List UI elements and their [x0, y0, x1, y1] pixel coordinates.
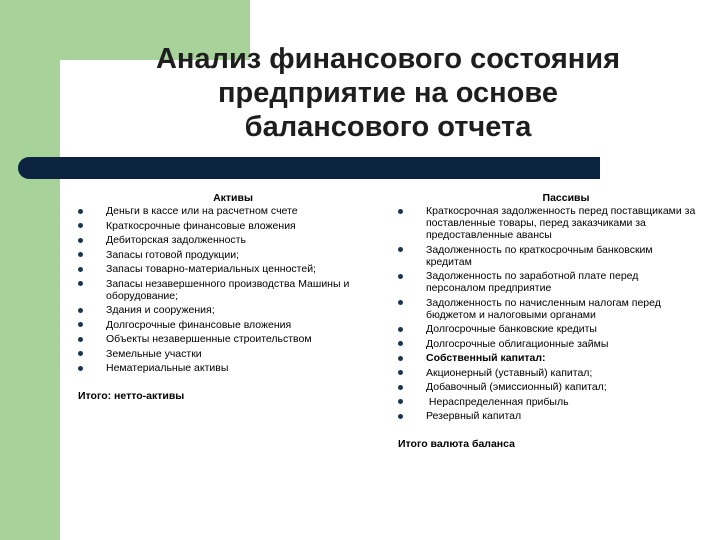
list-item [398, 323, 698, 335]
list-item [78, 263, 368, 275]
assets-column [78, 192, 368, 402]
list-item-text: Добавочный (эмиссионный) капитал; [426, 381, 607, 393]
assets-heading: Активы [213, 192, 253, 204]
bullet-icon [78, 337, 83, 342]
liabilities-heading: Пассивы [542, 192, 590, 204]
assets-list [78, 205, 368, 374]
list-item-text: Долгосрочные финансовые вложения [106, 318, 292, 331]
green-sidebar-decoration [0, 0, 60, 540]
list-item-text: Запасы незавершенного производства Машины и оборудование; [106, 277, 350, 302]
list-item-text: Задолженность по заработной плате перед персоналом предприятие [426, 270, 639, 294]
list-item-text: Долгосрочные облигационные займы [426, 337, 609, 350]
list-item [398, 244, 698, 268]
title-divider-bar [18, 157, 600, 179]
list-item-text: Земельные участки [106, 347, 202, 360]
list-item-text: Нематериальные активы [106, 362, 229, 374]
list-item [78, 249, 368, 261]
liabilities-total: Итого валюта баланса [398, 438, 515, 450]
list-item [398, 352, 698, 364]
list-item [398, 270, 698, 294]
list-item [78, 220, 368, 232]
bullet-icon [78, 366, 83, 371]
list-item-text: Задолженность по начисленным налогам перед бюджетом и налоговыми органами [426, 296, 661, 321]
bullet-icon [78, 209, 83, 214]
bullet-icon [398, 370, 403, 375]
list-item-text: Краткосрочные финансовые вложения [106, 219, 296, 232]
list-item [398, 297, 698, 321]
list-item-text: Здания и сооружения; [106, 304, 215, 316]
bullet-icon [398, 341, 403, 346]
liabilities-column [398, 192, 698, 450]
list-item [78, 333, 368, 345]
list-item-text: Акционерный (уставный) капитал; [426, 366, 593, 379]
list-item-text: Нераспределенная прибыль [426, 395, 569, 408]
liabilities-list [398, 205, 698, 422]
title-line-3: балансового отчета [244, 111, 532, 143]
bullet-icon [78, 252, 83, 257]
bullet-icon [78, 281, 83, 286]
list-item [78, 362, 368, 374]
bullet-icon [78, 308, 83, 313]
list-item-text: Объекты незавершенные строительством [106, 333, 312, 345]
list-item [398, 396, 698, 408]
title-line-2: предприятие на основе [218, 77, 558, 109]
list-item [78, 348, 368, 360]
list-item-text: Задолженность по краткосрочным банковским кредитам [426, 243, 653, 268]
bullet-icon [78, 223, 83, 228]
list-item [78, 304, 368, 316]
list-item-text: Дебиторская задолженность [106, 234, 246, 246]
list-item [398, 205, 698, 241]
bullet-icon [78, 267, 83, 272]
list-item-text: Долгосрочные банковские кредиты [426, 323, 597, 335]
list-item-text: Деньги в кассе или на расчетном счете [106, 205, 298, 217]
bullet-icon [398, 209, 403, 214]
bullet-icon [398, 414, 403, 419]
list-item [78, 278, 368, 302]
list-item [78, 234, 368, 246]
bullet-icon [78, 322, 83, 327]
equity-subheading: Собственный капитал: [426, 352, 546, 364]
bullet-icon [398, 399, 403, 404]
bullet-icon [398, 274, 403, 279]
bullet-icon [398, 247, 403, 252]
list-item-text: Запасы товарно-материальных ценностей; [106, 263, 316, 275]
list-item [398, 338, 698, 350]
bullet-icon [398, 356, 403, 361]
title-line-1: Анализ финансового состояния [155, 43, 621, 75]
list-item [78, 205, 368, 217]
bullet-icon [78, 238, 83, 243]
assets-total: Итого: нетто-активы [78, 390, 185, 402]
slide-title [118, 42, 658, 144]
list-item-text: Краткосрочная задолженность перед поставщиками за поставленные товары, перед заказчиками за предоставленные авансы [426, 205, 696, 241]
list-item-text: Запасы готовой продукции; [106, 248, 240, 261]
list-item [398, 381, 698, 393]
list-item [398, 410, 698, 422]
list-item [78, 319, 368, 331]
list-item-text: Резервный капитал [426, 410, 522, 422]
list-item [398, 367, 698, 379]
bullet-icon [398, 300, 403, 305]
bullet-icon [398, 385, 403, 390]
bullet-icon [78, 351, 83, 356]
bullet-icon [398, 327, 403, 332]
